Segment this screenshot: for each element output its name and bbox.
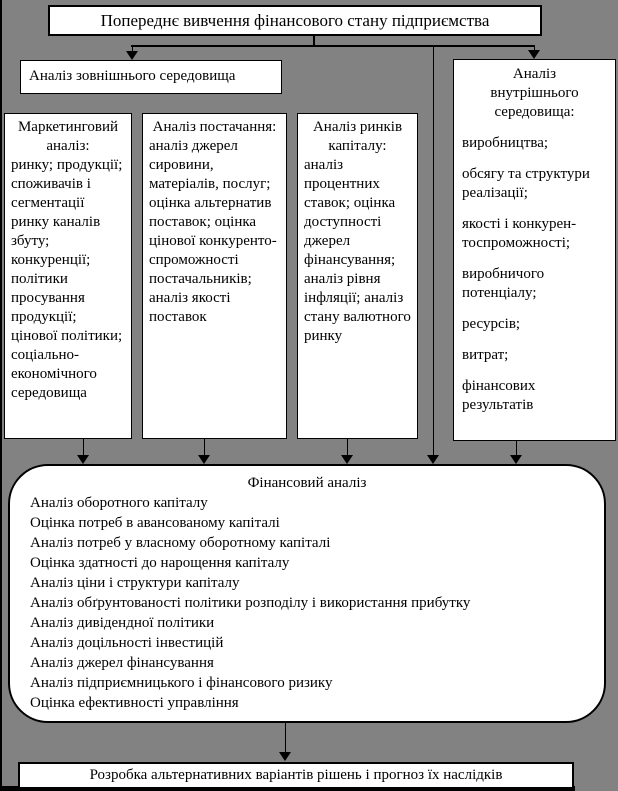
financial-analysis-item: Оцінка потреб в авансованому капіталі xyxy=(30,515,280,531)
financial-analysis-item: Оцінка ефективності управління xyxy=(30,695,239,711)
arrow-down-icon xyxy=(198,455,210,464)
financial-analysis-item: Оцінка здатності до нарощення капіталу xyxy=(30,555,290,571)
financial-analysis-box xyxy=(8,464,606,723)
connector-internal-to-financial xyxy=(516,441,518,456)
arrow-down-icon xyxy=(528,50,540,59)
arrow-down-icon xyxy=(427,455,439,464)
connector-capital-to-financial xyxy=(347,439,349,456)
alternatives-box xyxy=(18,762,574,789)
financial-analysis-item: Аналіз потреб у власному оборотному капіталі xyxy=(30,535,331,551)
financial-analysis-title: Фінансовий аналіз xyxy=(247,475,367,491)
internal-environment-box xyxy=(453,59,616,441)
arrow-down-icon xyxy=(510,455,522,464)
external-environment-label: Аналіз зовнішнього середовища xyxy=(29,68,236,84)
capital-markets-analysis-title: Аналіз ринків капіталу: xyxy=(312,119,403,154)
connector-center-vertical xyxy=(433,45,435,455)
connector-supply-to-financial xyxy=(204,439,206,456)
connector-marketing-to-financial xyxy=(83,439,85,456)
internal-environment-item: витрат; xyxy=(462,347,509,363)
financial-analysis-item: Аналіз підприємницького і фінансового ризику xyxy=(30,675,333,691)
diagram-title: Попереднє вивчення фінансового стану підприємства xyxy=(100,11,490,30)
title-box xyxy=(48,5,542,36)
marketing-analysis-body: ринку; продукції; споживачів і сегментації ринку каналів збуту; конкуренції; політики просування продукції; цінової політики; соціально-економічного середовища xyxy=(11,157,123,401)
internal-environment-item: якості і конкурен-тоспроможності; xyxy=(462,216,577,251)
canvas-left-border xyxy=(0,0,2,791)
internal-environment-item: фінансових результатів xyxy=(462,378,536,413)
internal-environment-item: ресурсів; xyxy=(462,316,521,332)
arrow-down-icon xyxy=(126,51,138,60)
supply-analysis-box xyxy=(142,113,287,439)
internal-environment-title: Аналіз внутрішнього середовища: xyxy=(490,66,579,120)
arrow-down-icon xyxy=(341,455,353,464)
internal-environment-item: обсягу та структури реалізації; xyxy=(462,166,590,201)
external-environment-box xyxy=(20,60,282,94)
alternatives-label: Розробка альтернативних варіантів рішень і прогноз їх наслідків xyxy=(89,767,503,783)
marketing-analysis-title: Маркетинговий аналіз: xyxy=(17,119,119,154)
arrow-down-icon xyxy=(77,455,89,464)
financial-analysis-item: Аналіз оборотного капіталу xyxy=(30,495,208,511)
arrow-down-icon xyxy=(279,752,291,761)
marketing-analysis-box xyxy=(4,113,132,439)
financial-analysis-item: Аналіз джерел фінансування xyxy=(30,655,214,671)
supply-analysis-body: аналіз джерел сировини, матеріалів, послуг; оцінка альтернатив поставок; оцінка цінової конкуренто-спроможності постачальників; аналіз якості поставок xyxy=(149,138,277,325)
internal-environment-item: виробництва; xyxy=(462,135,549,151)
connector-branch-horizontal xyxy=(131,45,535,47)
supply-analysis-title: Аналіз постачання: xyxy=(152,119,277,135)
financial-analysis-item: Аналіз доцільності інвестицій xyxy=(30,635,224,651)
capital-markets-analysis-box xyxy=(297,113,418,439)
financial-analysis-item: Аналіз ціни і структури капіталу xyxy=(30,575,240,591)
connector-financial-to-bottom xyxy=(285,723,287,753)
internal-environment-item: виробничого потенціалу; xyxy=(462,266,545,301)
financial-analysis-item: Аналіз обґрунтованості політики розподілу і використання прибутку xyxy=(30,595,471,611)
capital-markets-analysis-body: аналіз процентних ставок; оцінка доступності джерел фінансування; аналіз рівня інфляції; аналіз стану валютного ринку xyxy=(304,157,411,344)
financial-analysis-item: Аналіз дивідендної політики xyxy=(30,615,215,631)
